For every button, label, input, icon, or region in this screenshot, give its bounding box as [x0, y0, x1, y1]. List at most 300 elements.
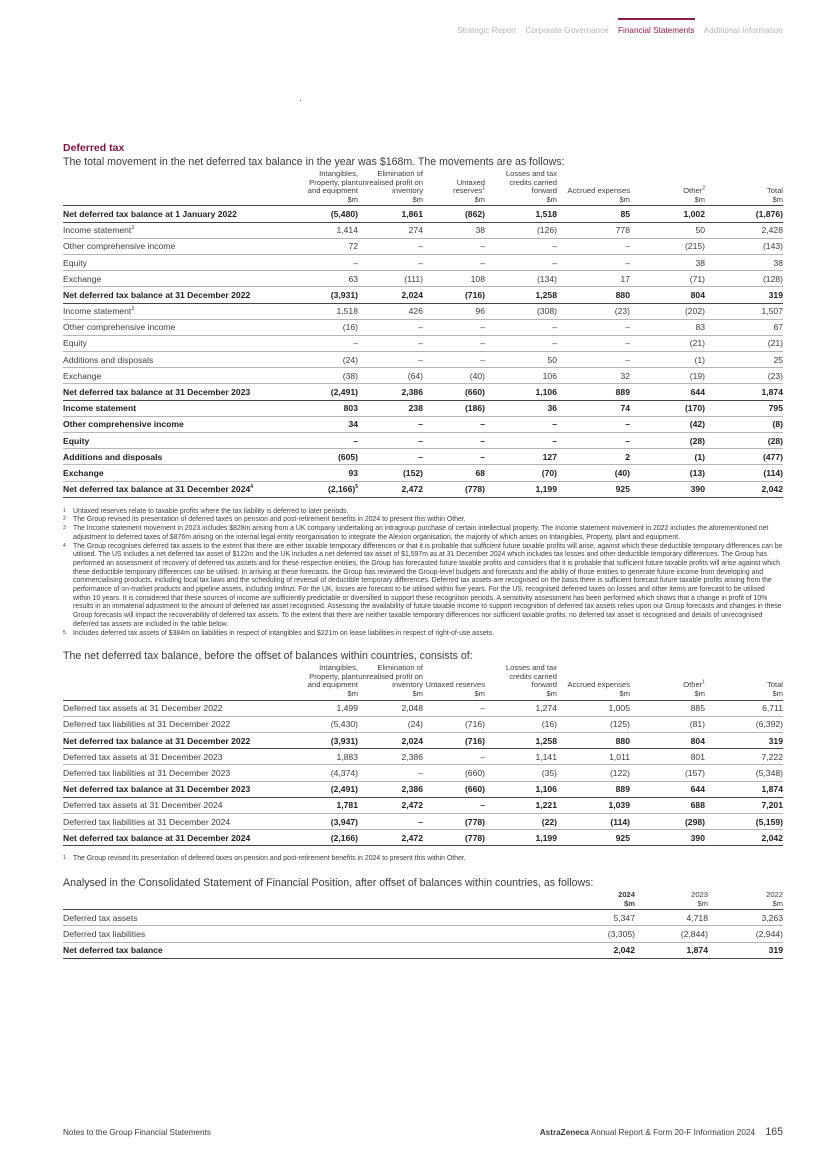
net-cell: 804: [630, 733, 705, 749]
movement-cell: (28): [705, 433, 783, 449]
net-header-row: [63, 664, 783, 700]
movement-row: [63, 368, 783, 384]
net-column-label: Accrued expenses: [567, 680, 630, 690]
net-cell: –: [423, 797, 485, 813]
movement-cell: (64): [358, 368, 423, 384]
analysed-column-label: 2024: [618, 890, 635, 900]
movement-cell: (21): [705, 335, 783, 351]
movement-cell: –: [557, 433, 630, 449]
movement-cell: 25: [705, 352, 783, 368]
net-footnote-number: 1: [63, 855, 66, 862]
movement-cell: 83: [630, 319, 705, 335]
net-row: [63, 765, 783, 781]
movement-cell: 1,874: [705, 384, 783, 400]
movement-row: [63, 222, 783, 238]
analysed-column-unit: $m: [624, 898, 635, 908]
movement-cell: –: [423, 433, 485, 449]
net-cell: (122): [557, 765, 630, 781]
net-row-label: Deferred tax liabilities at 31 December 2023: [63, 765, 296, 781]
analysed-column-header: [635, 891, 708, 910]
net-row-label: Deferred tax liabilities at 31 December 2022: [63, 716, 296, 732]
net-cell: 885: [630, 700, 705, 716]
net-cell: 319: [705, 733, 783, 749]
movement-row-label: Exchange: [63, 465, 296, 481]
movement-cell: –: [423, 254, 485, 270]
movement-cell: 72: [296, 238, 358, 254]
movement-column-header: [557, 170, 630, 206]
movement-cell: 1,518: [296, 303, 358, 319]
footnote-item: [63, 508, 783, 517]
movement-cell: 38: [423, 222, 485, 238]
analysed-cell: 3,263: [708, 910, 783, 926]
footnote-item: [63, 630, 783, 639]
movement-cell: 2,024: [358, 287, 423, 303]
footnote-text: Includes deferred tax assets of $384m on liabilities in respect of intangibles and $221m on lease liabilities in respect of right-of-use assets.: [73, 629, 494, 637]
net-cell: 1,883: [296, 749, 358, 765]
footnote-text: Untaxed reserves relate to taxable profits where the tax liability is deferred to later periods.: [73, 507, 349, 515]
analysed-cell: (2,944): [708, 926, 783, 942]
movement-column-header: [485, 170, 557, 206]
movement-cell: –: [557, 335, 630, 351]
net-cell: (716): [423, 733, 485, 749]
net-column-label: Total: [766, 680, 783, 690]
net-cell: (4,374): [296, 765, 358, 781]
movement-cell: (24): [296, 352, 358, 368]
movement-column-header: [358, 170, 423, 206]
net-cell: 880: [557, 733, 630, 749]
nav-corporate-governance[interactable]: Corporate Governance: [525, 26, 609, 35]
movement-cell: –: [358, 433, 423, 449]
footnote-text: The Income statement movement in 2023 includes $828m arising from a UK company undertaking an intragroup purchase of certain intellectual property. The Income statement movement in 2022 includes the aforementioned net adjustment to deferred taxes of $876m arising on the internal legal entity reorganisation to integrate the Alexion organisation, the majority of which arises on Intangibles, Property, plant and equipment.: [73, 525, 769, 541]
movement-row: [63, 206, 783, 222]
movement-cell: 795: [705, 400, 783, 416]
movement-cell: (134): [485, 271, 557, 287]
movement-row: [63, 319, 783, 335]
net-cell: 1,499: [296, 700, 358, 716]
net-column-label: Elimination of unrealised profit on inventory: [358, 663, 423, 690]
movement-row-footnote-ref: 3: [131, 225, 135, 232]
movement-cell: 1,414: [296, 222, 358, 238]
movement-cell: 17: [557, 271, 630, 287]
movement-cell: –: [423, 319, 485, 335]
movement-cell: –: [423, 352, 485, 368]
analysed-section-lead: Analysed in the Consolidated Statement of Financial Position, after offset of balances within countries, as follows:: [63, 877, 594, 890]
net-header-label-cell: [63, 664, 296, 700]
movement-cell: 63: [296, 271, 358, 287]
movement-cell: 2,472: [358, 481, 423, 497]
net-cell: 2,024: [358, 733, 423, 749]
movement-row-label: Net deferred tax balance at 31 December 2022: [63, 287, 296, 303]
section-lead: The total movement in the net deferred tax balance in the year was $168m. The movements are as follows:: [63, 156, 565, 168]
movement-cell: 93: [296, 465, 358, 481]
analysed-row-label: Deferred tax liabilities: [63, 926, 563, 942]
movement-cell: 50: [630, 222, 705, 238]
movement-cell: (308): [485, 303, 557, 319]
analysed-table: [63, 891, 783, 959]
movement-row-label: Income statement$^3$: [63, 303, 296, 319]
analysed-column-unit: $m: [772, 898, 783, 908]
movement-cell: –: [358, 238, 423, 254]
movement-column-header: [423, 170, 485, 206]
net-column-header: [557, 664, 630, 700]
movement-column-label: Losses and tax credits carried forward: [505, 169, 557, 196]
net-cell: (3,931): [296, 733, 358, 749]
analysed-header-row: [63, 891, 783, 910]
movement-cell: 778: [557, 222, 630, 238]
movement-column-unit: $m: [412, 194, 423, 204]
movement-cell: 804: [630, 287, 705, 303]
footer-report-title: Annual Report & Form 20-F Information 2024: [590, 1128, 756, 1137]
footnote-number: 2: [63, 516, 66, 523]
movement-row-label: Other comprehensive income: [63, 238, 296, 254]
net-column-header: [423, 664, 485, 700]
net-cell: 2,472: [358, 830, 423, 846]
net-footnote-item: [63, 855, 783, 864]
footnote-item: [63, 543, 783, 630]
movement-cell: –: [423, 416, 485, 432]
movement-cell: –: [485, 254, 557, 270]
net-row: [63, 830, 783, 846]
movement-row: [63, 400, 783, 416]
net-cell: (114): [557, 813, 630, 829]
movement-row-label: Net deferred tax balance at 31 December 2024$^4$: [63, 481, 296, 497]
movement-cell: 2,428: [705, 222, 783, 238]
movement-row-label: Equity: [63, 433, 296, 449]
footnote-text: The Group revised its presentation of deferred taxes on pension and post-retirement benefits in 2024 to present this within Other.: [73, 516, 466, 524]
analysed-column-header: [563, 891, 635, 910]
stray-dot: [300, 100, 301, 101]
movement-cell: –: [358, 319, 423, 335]
movement-row: [63, 416, 783, 432]
footnote-number: 1: [63, 507, 66, 514]
movement-row: [63, 384, 783, 400]
movement-cell: (477): [705, 449, 783, 465]
net-row-label: Net deferred tax balance at 31 December 2023: [63, 781, 296, 797]
movement-column-unit: $m: [546, 194, 557, 204]
net-cell: (2,491): [296, 781, 358, 797]
movement-cell: 1,507: [705, 303, 783, 319]
movement-cell: 1,861: [358, 206, 423, 222]
net-column-label: Untaxed reserves: [425, 680, 485, 690]
movement-cell: 1,518: [485, 206, 557, 222]
movement-cell: –: [423, 238, 485, 254]
net-column-label: Intangibles, Property, plant and equipment: [307, 663, 358, 690]
net-cell: –: [423, 700, 485, 716]
movement-row: [63, 287, 783, 303]
movement-header-label-cell: [63, 170, 296, 206]
movement-cell: –: [557, 319, 630, 335]
net-cell: (22): [485, 813, 557, 829]
movement-cell: –: [557, 254, 630, 270]
movement-row-label: Other comprehensive income: [63, 319, 296, 335]
net-cell: 2,042: [705, 830, 783, 846]
net-cell: 1,274: [485, 700, 557, 716]
movement-cell: (128): [705, 271, 783, 287]
movement-column-label: Other: [683, 186, 703, 196]
net-cell: 2,048: [358, 700, 423, 716]
footnote-number: 5: [63, 629, 66, 636]
movement-row: [63, 433, 783, 449]
net-cell: (660): [423, 781, 485, 797]
analysed-column-header: [708, 891, 783, 910]
movement-cell: 67: [705, 319, 783, 335]
net-row-label: Deferred tax assets at 31 December 2023: [63, 749, 296, 765]
analysed-column-label: 2023: [691, 890, 708, 900]
movement-cell: (1,876): [705, 206, 783, 222]
movement-cell: 108: [423, 271, 485, 287]
movement-cell: –: [485, 433, 557, 449]
net-row: [63, 700, 783, 716]
movement-column-unit: $m: [772, 194, 783, 204]
analysed-cell: 1,874: [635, 942, 708, 958]
analysed-row: [63, 910, 783, 926]
footer-report-info: [540, 1126, 783, 1138]
movement-cell: –: [423, 449, 485, 465]
analysed-header-label-cell: [63, 891, 563, 910]
movement-row: [63, 335, 783, 351]
net-table: [63, 664, 783, 846]
net-cell: 2,472: [358, 797, 423, 813]
movement-cell: (111): [358, 271, 423, 287]
movement-row-label: Additions and disposals: [63, 352, 296, 368]
analysed-column-label: 2022: [766, 890, 783, 900]
movement-cell: 1,106: [485, 384, 557, 400]
net-cell: (24): [358, 716, 423, 732]
movement-column-label: Intangibles, Property, plant and equipment: [307, 169, 358, 196]
analysed-cell: 5,347: [563, 910, 635, 926]
movement-cell: –: [358, 335, 423, 351]
movement-cell: (143): [705, 238, 783, 254]
movement-cell: (13): [630, 465, 705, 481]
movement-column-unit: $m: [474, 194, 485, 204]
movement-row-label: Other comprehensive income: [63, 416, 296, 432]
net-column-unit: $m: [694, 689, 705, 699]
movement-cell: (862): [423, 206, 485, 222]
net-row: [63, 797, 783, 813]
nav-additional-information[interactable]: Additional Information: [703, 26, 783, 35]
movement-cell: –: [557, 416, 630, 432]
net-cell: (35): [485, 765, 557, 781]
movement-cell: (660): [423, 384, 485, 400]
net-cell: 2,386: [358, 781, 423, 797]
movement-column-unit: $m: [694, 194, 705, 204]
net-cell: 1,874: [705, 781, 783, 797]
movement-cell: –: [423, 335, 485, 351]
movement-cell: 96: [423, 303, 485, 319]
analysed-row-label: Net deferred tax balance: [63, 942, 563, 958]
net-cell: 1,011: [557, 749, 630, 765]
movement-cell: 880: [557, 287, 630, 303]
net-column-header: [358, 664, 423, 700]
movement-cell: 889: [557, 384, 630, 400]
footnote-number: 4: [63, 542, 66, 549]
net-column-label: Other: [683, 680, 703, 690]
net-cell: (298): [630, 813, 705, 829]
analysed-column-unit: $m: [697, 898, 708, 908]
net-row: [63, 781, 783, 797]
movement-row-label: Exchange: [63, 271, 296, 287]
movement-cell: (5,480): [296, 206, 358, 222]
net-column-header: [705, 664, 783, 700]
movement-cell: 1,258: [485, 287, 557, 303]
net-column-unit: $m: [772, 689, 783, 699]
movement-cell: 2: [557, 449, 630, 465]
movement-cell: 2,042: [705, 481, 783, 497]
analysed-cell: (2,844): [635, 926, 708, 942]
movement-cell: (28): [630, 433, 705, 449]
analysed-row: [63, 926, 783, 942]
movement-cell: (716): [423, 287, 485, 303]
movement-cell: 32: [557, 368, 630, 384]
movement-cell: –: [358, 416, 423, 432]
movement-column-header: [296, 170, 358, 206]
movement-cell: (186): [423, 400, 485, 416]
net-column-header: [485, 664, 557, 700]
net-row-label: Deferred tax assets at 31 December 2022: [63, 700, 296, 716]
movement-cell: 319: [705, 287, 783, 303]
movement-cell: (2,491): [296, 384, 358, 400]
movement-column-label: Elimination of unrealised profit on inventory: [358, 169, 423, 196]
movement-row-label: Net deferred tax balance at 1 January 2022: [63, 206, 296, 222]
movement-cell: –: [485, 416, 557, 432]
net-column-unit: $m: [347, 689, 358, 699]
net-cell: (5,430): [296, 716, 358, 732]
movement-cell: –: [557, 352, 630, 368]
net-cell: 688: [630, 797, 705, 813]
movement-cell: 68: [423, 465, 485, 481]
movement-cell: 74: [557, 400, 630, 416]
page-number: 165: [765, 1126, 783, 1138]
movement-row: [63, 481, 783, 497]
movement-cell: 925: [557, 481, 630, 497]
net-cell: (660): [423, 765, 485, 781]
net-row-label: Deferred tax liabilities at 31 December 2024: [63, 813, 296, 829]
net-cell: (6,392): [705, 716, 783, 732]
net-cell: 1,141: [485, 749, 557, 765]
movement-row-label: Net deferred tax balance at 31 December 2023: [63, 384, 296, 400]
net-cell: 1,005: [557, 700, 630, 716]
movement-row: [63, 352, 783, 368]
movement-row-footnote-ref: 3: [131, 306, 135, 313]
nav-financial-statements[interactable]: Financial Statements: [618, 26, 695, 35]
net-footnote-text: The Group revised its presentation of deferred taxes on pension and post-retirement benefits in 2024 to present this within Other.: [73, 855, 466, 863]
net-cell: (778): [423, 813, 485, 829]
movement-cell: $(2,166)^5$: [296, 481, 358, 497]
section-title: Deferred tax: [63, 142, 125, 154]
movement-cell: (202): [630, 303, 705, 319]
movement-cell: 34: [296, 416, 358, 432]
movement-cell: –: [358, 254, 423, 270]
net-column-footnote-ref: 1: [702, 679, 705, 686]
net-column-header: [630, 664, 705, 700]
movement-cell: –: [485, 335, 557, 351]
footnote-item: [63, 525, 783, 542]
movement-cell: (19): [630, 368, 705, 384]
movement-cell: (40): [423, 368, 485, 384]
analysed-cell: 2,042: [563, 942, 635, 958]
footnote-number: 3: [63, 525, 66, 532]
movement-column-footnote-ref: 2: [702, 185, 705, 192]
movement-cell: (70): [485, 465, 557, 481]
movement-cell: –: [557, 238, 630, 254]
movement-cell: (71): [630, 271, 705, 287]
movement-row: [63, 271, 783, 287]
movement-cell: –: [296, 433, 358, 449]
net-column-unit: $m: [619, 689, 630, 699]
net-cell: (125): [557, 716, 630, 732]
footer-brand: AstraZeneca: [539, 1128, 589, 1137]
net-column-unit: $m: [546, 689, 557, 699]
movement-cell: (126): [485, 222, 557, 238]
net-cell: (778): [423, 830, 485, 846]
net-cell: 925: [557, 830, 630, 846]
movement-cell: 106: [485, 368, 557, 384]
net-cell: 390: [630, 830, 705, 846]
movement-cell: 38: [705, 254, 783, 270]
movement-cell: –: [358, 352, 423, 368]
movement-row-label: Equity: [63, 254, 296, 270]
nav-strategic-report[interactable]: Strategic Report: [457, 26, 517, 35]
net-row: [63, 733, 783, 749]
movement-cell: 644: [630, 384, 705, 400]
movement-cell: 50: [485, 352, 557, 368]
movement-column-header: [630, 170, 705, 206]
net-cell: (16): [485, 716, 557, 732]
movement-cell-footnote-ref: 5: [355, 484, 358, 491]
footnotes: [63, 508, 783, 639]
net-cell: 2,386: [358, 749, 423, 765]
analysed-row-label: Deferred tax assets: [63, 910, 563, 926]
movement-cell: (16): [296, 319, 358, 335]
net-cell: 644: [630, 781, 705, 797]
movement-cell: (23): [557, 303, 630, 319]
movement-row: [63, 238, 783, 254]
movement-row-label: Income statement$^3$: [63, 222, 296, 238]
footnote-item: [63, 516, 783, 525]
analysed-cell: (3,305): [563, 926, 635, 942]
net-column-header: [296, 664, 358, 700]
movement-column-label: Untaxed reserves: [453, 177, 485, 196]
main-content: [63, 142, 783, 959]
net-row: [63, 749, 783, 765]
net-cell: 7,201: [705, 797, 783, 813]
net-row-label: Net deferred tax balance at 31 December 2024: [63, 830, 296, 846]
net-cell: (716): [423, 716, 485, 732]
net-cell: 1,258: [485, 733, 557, 749]
movement-row: [63, 254, 783, 270]
movement-cell: –: [296, 335, 358, 351]
movement-cell: 36: [485, 400, 557, 416]
net-cell: –: [423, 749, 485, 765]
movement-cell: 390: [630, 481, 705, 497]
footer-section-label: Notes to the Group Financial Statements: [63, 1128, 211, 1137]
movement-cell: (42): [630, 416, 705, 432]
net-cell: 7,222: [705, 749, 783, 765]
movement-column-unit: $m: [619, 194, 630, 204]
net-cell: 1,039: [557, 797, 630, 813]
net-row: [63, 716, 783, 732]
net-cell: 1,221: [485, 797, 557, 813]
movement-cell: (1): [630, 352, 705, 368]
net-row-label: Net deferred tax balance at 31 December 2022: [63, 733, 296, 749]
movement-row-label: Equity: [63, 335, 296, 351]
analysed-cell: 4,718: [635, 910, 708, 926]
movement-row: [63, 465, 783, 481]
net-footnote: [63, 855, 783, 864]
movement-cell: 1,199: [485, 481, 557, 497]
net-cell: 6,711: [705, 700, 783, 716]
movement-cell: (605): [296, 449, 358, 465]
